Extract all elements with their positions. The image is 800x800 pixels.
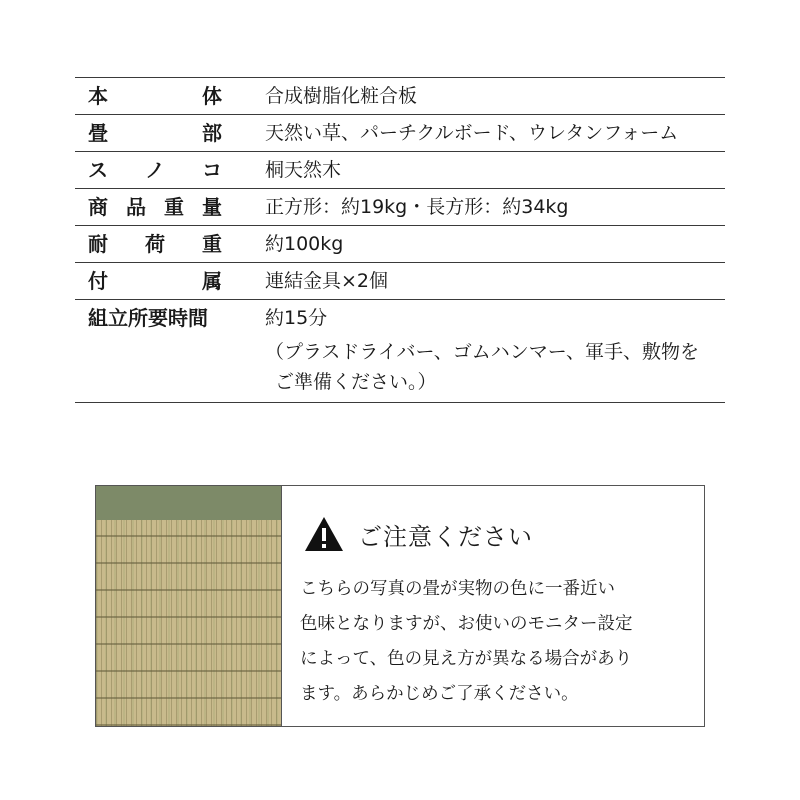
spec-label: 耐 荷 重 — [88, 232, 222, 256]
tatami-edge — [96, 486, 281, 520]
spec-value: 正方形：約19kg・長方形：約34kg — [265, 196, 569, 218]
spec-row-accessory — [75, 263, 725, 300]
spec-value: 約100kg — [265, 233, 344, 255]
spec-row-body — [75, 78, 725, 115]
caution-text — [300, 572, 704, 712]
assembly-note: （プラスドライバー、ゴムハンマー、軍手、敷物を — [265, 341, 699, 363]
caution-heading — [304, 516, 704, 552]
assembly-time: 約15分 — [265, 307, 328, 329]
spec-row-sunoko — [75, 152, 725, 189]
spec-label: 畳 部 — [88, 121, 222, 145]
caution-box — [95, 485, 705, 727]
spec-row-assembly — [75, 300, 725, 403]
spec-value: 天然い草、パーチクルボード、ウレタンフォーム — [265, 122, 679, 144]
tatami-weave — [96, 520, 281, 726]
spec-row-load — [75, 226, 725, 263]
spec-value: 連結金具×2個 — [265, 270, 389, 292]
tatami-swatch-image — [96, 486, 282, 726]
warning-triangle-icon — [304, 516, 344, 552]
spec-label: 組立所要時間 — [88, 306, 208, 330]
spec-row-tatami — [75, 115, 725, 152]
spec-value — [225, 300, 725, 402]
assembly-note-cont: ご準備ください。） — [275, 371, 437, 393]
spec-row-weight — [75, 189, 725, 226]
spec-value: 桐天然木 — [265, 159, 342, 181]
spec-label: 本 体 — [88, 84, 222, 108]
caution-line: こちらの写真の畳が実物の色に一番近い — [300, 579, 615, 599]
caution-line: ます。あらかじめご了承ください。 — [300, 684, 579, 704]
spec-label: ス ノ コ — [88, 158, 222, 182]
caution-content — [282, 486, 704, 726]
spec-table — [75, 77, 725, 403]
spec-label: 付 属 — [88, 269, 222, 293]
spec-label: 商 品 重 量 — [88, 195, 222, 219]
caution-line: 色味となりますが、お使いのモニター設定 — [300, 614, 633, 634]
spec-value: 合成樹脂化粧合板 — [265, 85, 418, 107]
caution-title: ご注意ください — [358, 522, 533, 551]
caution-line: によって、色の見え方が異なる場合があり — [300, 649, 633, 669]
